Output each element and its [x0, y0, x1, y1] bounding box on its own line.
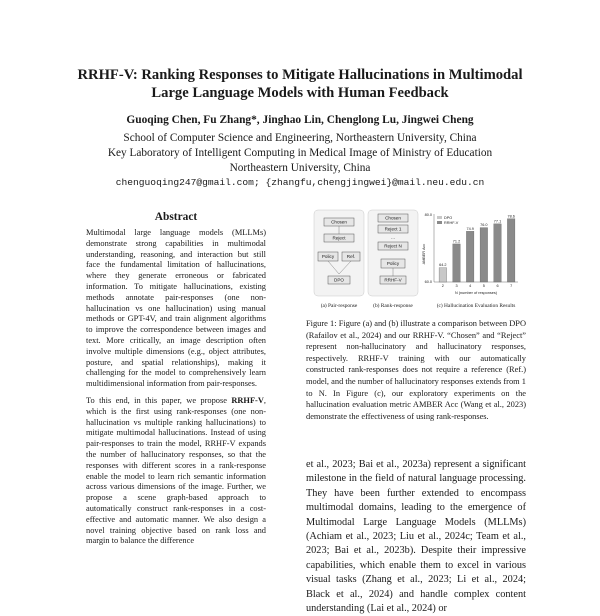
- chart-bar-5: [480, 228, 488, 282]
- chart-value-label-7: 78.6: [507, 214, 515, 219]
- legend-rrhfv-label: RRHF-V: [444, 220, 459, 225]
- body-paragraph: et al., 2023; Bai et al., 2023a) represent a significant milestone in the field of natural language processing. They have been further extended to encompass multimodal domains, leading to the emergence of Multimodal Large Language Models (MLLMs) (Achiam et al., 2023; Liu et al., 2024c; Team et al., 2023; Bai et al., 2023b). Despite their impressive capabilities, which enable them to excel in various visual tasks (Zhang et al., 2023; Li et al., 2024; Black et al., 2024) and handle complex content understanding (Lai et al., 2024) or: [306, 459, 526, 615]
- abstract-paragraph-2: [86, 396, 266, 547]
- chart-value-label-4: 74.9: [466, 226, 474, 231]
- panel-a-dpo-label: DPO: [334, 277, 344, 283]
- affiliation-2: Key Laboratory of Intelligent Computing in Medical Image of Ministry of Education: [107, 147, 493, 159]
- panel-b-rrhfv-label: RRHF-V: [384, 277, 402, 283]
- chart-xtick-5: 5: [482, 284, 485, 288]
- panel-b-rank-response: [368, 210, 418, 296]
- panel-a-chosen-label: Chosen: [331, 219, 347, 225]
- chart-value-label-5: 76.0: [480, 223, 488, 228]
- chart-value-label-6: 77.1: [493, 219, 502, 224]
- figure-1: [306, 204, 526, 314]
- abstract-paragraph-1: Multimodal large language models (MLLMs) demonstrate strong capabilities in multimodal understanding, reasoning, and interaction but still face the fundamental limitation of hallucinations, where they generate erroneous or fabricated information. To mitigate hallucinations, existing methods annotate pair-responses (one non-hallucination vs one hallucination) using manual methods or GPT-4V, and train alignment algorithms to improve the correspondence between images and text. More critically, an image description often involve multiple dimensions (e.g., object attributes, posture, and spatial relationships), making it challenging for the model to comprehensively learn multidimensional information from pair-responses.: [86, 228, 266, 389]
- chart-xtick-4: 4: [469, 284, 472, 288]
- panel-a-ref-label: Ref.: [346, 254, 356, 259]
- figure-caption: Figure 1: Figure (a) and (b) illustrate a comparison between DPO (Rafailov et al., 2024) and our RRHF-V. “Chosen” and “Reject” represent non-hallucinatory and hallucinatory responses, respectively. RRHF-V training with our automatically constructed rank-responses does not require a reference (Ref.) model, and the number of hallucinatory responses extends from 1 to N. In Figure (c), our exploratory experiments on the hallucination evaluation metric AMBER Acc (Wang et al., 2023) demonstrate the effectiveness of using rank-responses.: [306, 319, 526, 421]
- chart-ytick-top: 80.0: [424, 213, 432, 217]
- legend-rrhfv-swatch: [437, 221, 442, 224]
- chart-xtick-2: 2: [441, 284, 444, 288]
- authors: Guoqing Chen, Fu Zhang*, Jinghao Lin, Chenglong Lu, Jingwei Cheng: [126, 114, 474, 126]
- chart-y-label: AMBER Acc: [422, 243, 426, 265]
- affiliation-3: Northeastern University, China: [229, 162, 371, 174]
- abstract-p2-start: To this end, in this paper, we propose: [86, 395, 232, 405]
- chart-x-label: N (number of responses): [455, 291, 497, 295]
- abstract-heading: Abstract: [154, 211, 198, 223]
- affiliation-1: School of Computer Science and Engineering, Northeastern University, China: [123, 132, 477, 144]
- chart-bar-4: [466, 231, 474, 282]
- chart-xtick-3: 3: [455, 284, 458, 288]
- chart-bar-2: [439, 268, 447, 282]
- legend-dpo-label: DPO: [444, 215, 453, 220]
- author-emails: chenguoqing247@gmail.com; {zhangfu,chengjingwei}@mail.neu.edu.cn: [115, 177, 485, 188]
- panel-c-bar-chart: [422, 213, 518, 295]
- body-text-right: [306, 458, 526, 616]
- panel-a-pair-response: [314, 210, 364, 296]
- panel-c-caption: (c) Hallucination Evaluation Results: [436, 303, 516, 309]
- abstract-p2-method: RRHF-V: [231, 395, 264, 405]
- panel-b-rejectn-label: Reject N: [384, 243, 402, 249]
- chart-value-label-3: 71.2: [452, 239, 461, 244]
- chart-xtick-7: 7: [510, 284, 513, 288]
- abstract-body: [86, 228, 266, 547]
- panel-b-reject1-label: Reject 1: [384, 226, 402, 232]
- panel-a-caption: (a) Pair-response: [320, 303, 358, 309]
- paper-title: [40, 66, 560, 102]
- panel-a-policy-label: Policy: [321, 254, 335, 259]
- legend-dpo-swatch: [437, 216, 442, 219]
- panel-b-ellipsis: ...: [391, 235, 395, 240]
- chart-bar-3: [453, 244, 461, 282]
- panel-b-caption: (b) Rank-response: [373, 303, 413, 309]
- chart-xtick-6: 6: [496, 284, 499, 288]
- panel-a-reject-label: Reject: [332, 235, 346, 241]
- title-line-1: RRHF-V: Ranking Responses to Mitigate Hallucinations in Multimodal: [77, 67, 523, 83]
- title-line-2: Large Language Models with Human Feedback: [151, 85, 449, 101]
- chart-bar-6: [494, 224, 502, 282]
- chart-bar-7: [507, 219, 515, 282]
- chart-ytick-bottom: 60.0: [424, 280, 432, 284]
- panel-b-chosen-label: Chosen: [385, 215, 401, 221]
- abstract-p2-rest: , which is the first using rank-responses (one non-hallucination vs multiple ranking hallucinations) to mitigate multimodal hallucinations. Instead of using pair-responses to train the model, RRHF-V expands the number of hallucinatory responses, so that the responses with different scores in a rank-response enable the model to learn rich semantic information across various dimensions of the image. Further, we propose a scene graph-based approach to automatically construct rank-responses in a cost-effective and automatic manner. We also design a novel training objective based on rank loss and margin to balance the difference: [86, 395, 266, 546]
- panel-b-policy-label: Policy: [386, 261, 400, 266]
- chart-value-label-2: 64.2: [439, 263, 447, 268]
